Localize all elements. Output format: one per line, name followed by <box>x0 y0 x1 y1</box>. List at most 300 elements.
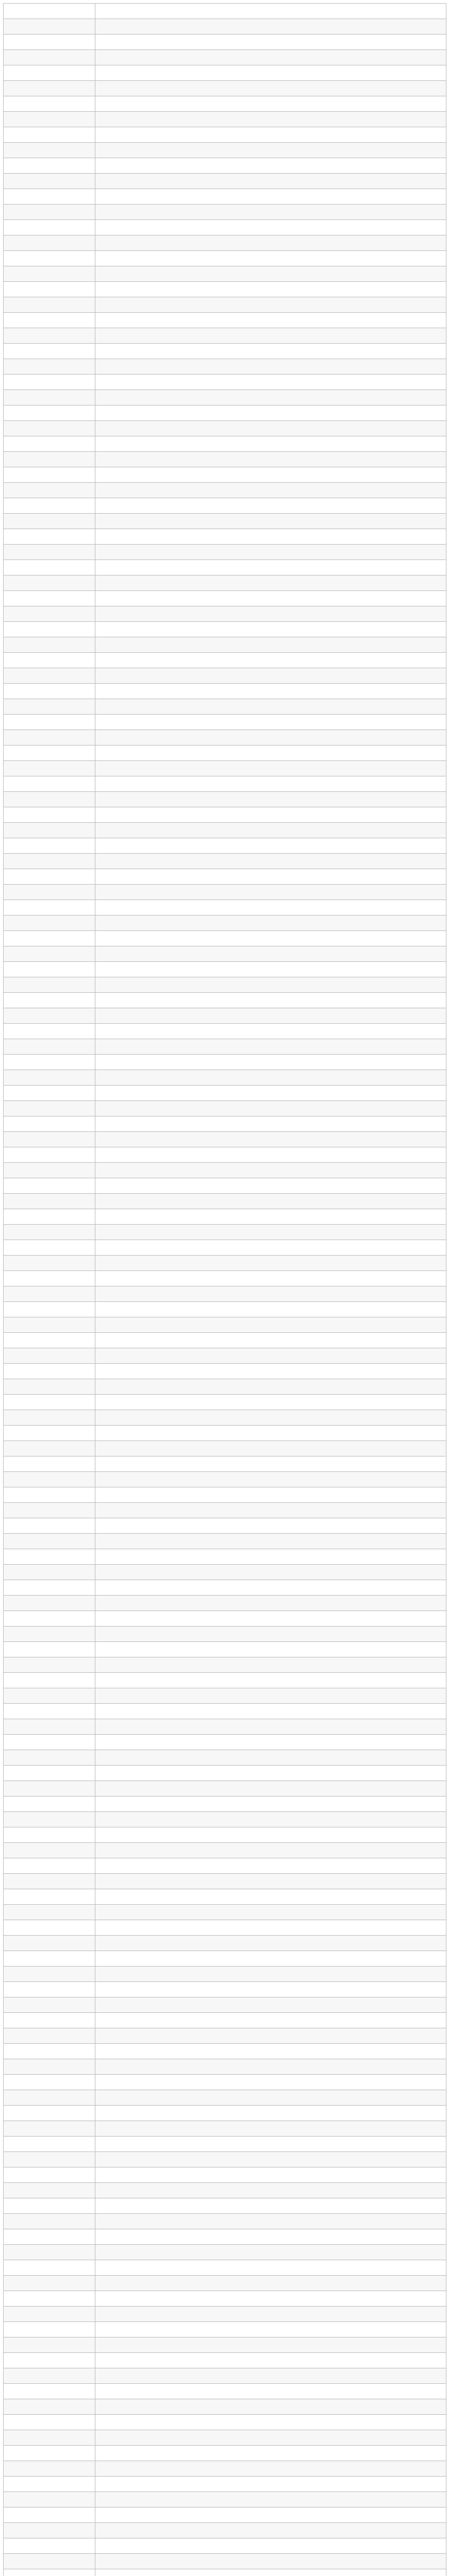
row-text <box>95 545 446 560</box>
table-row <box>4 2167 446 2183</box>
table-row <box>4 1256 446 1271</box>
row-text <box>95 1302 446 1317</box>
row-text <box>95 1688 446 1704</box>
table-row <box>4 1456 446 1472</box>
row-label <box>4 2260 95 2276</box>
row-label <box>4 622 95 637</box>
table-row <box>4 1580 446 1596</box>
row-label <box>4 993 95 1008</box>
row-label <box>4 1024 95 1039</box>
table-row <box>4 2399 446 2415</box>
row-text <box>95 1286 446 1302</box>
row-text <box>95 1936 446 1951</box>
table-row <box>4 792 446 807</box>
table-row <box>4 235 446 251</box>
table-row <box>4 282 446 297</box>
row-text <box>95 266 446 282</box>
row-text <box>95 35 446 50</box>
table-row <box>4 1920 446 1936</box>
row-label <box>4 1055 95 1070</box>
row-text <box>95 2307 446 2322</box>
row-text <box>95 1797 446 1812</box>
row-text <box>95 96 446 112</box>
table-row <box>4 946 446 962</box>
row-text <box>95 1503 446 1518</box>
table-row <box>4 823 446 838</box>
row-label <box>4 1225 95 1240</box>
row-label <box>4 1008 95 1024</box>
table-row <box>4 390 446 405</box>
row-text <box>95 1194 446 1209</box>
row-text <box>95 1843 446 1858</box>
row-label <box>4 761 95 776</box>
table-row <box>4 1797 446 1812</box>
row-label <box>4 977 95 993</box>
table-row <box>4 2245 446 2260</box>
table-row <box>4 1286 446 1302</box>
table-row <box>4 854 446 869</box>
row-label <box>4 282 95 297</box>
table-row <box>4 1379 446 1395</box>
row-text <box>95 1348 446 1364</box>
row-text <box>95 1735 446 1750</box>
row-text <box>95 1673 446 1688</box>
table-row <box>4 715 446 730</box>
table-row <box>4 684 446 699</box>
table-row <box>4 2229 446 2245</box>
table-row <box>4 158 446 174</box>
row-text <box>95 730 446 745</box>
row-label <box>4 606 95 622</box>
table-row <box>4 730 446 745</box>
table-row <box>4 1132 446 1147</box>
table-row <box>4 1364 446 1379</box>
row-text <box>95 838 446 854</box>
row-text <box>95 2090 446 2106</box>
table-row <box>4 174 446 189</box>
row-label <box>4 560 95 575</box>
table-row <box>4 1395 446 1410</box>
row-label <box>4 50 95 65</box>
table-row <box>4 807 446 823</box>
row-text <box>95 1240 446 1256</box>
row-label <box>4 1271 95 1286</box>
table-row <box>4 1766 446 1781</box>
row-text <box>95 575 446 591</box>
row-text <box>95 220 446 235</box>
row-label <box>4 807 95 823</box>
row-text <box>95 2167 446 2183</box>
row-label <box>4 251 95 266</box>
row-label <box>4 498 95 514</box>
table-row <box>4 2415 446 2430</box>
row-text <box>95 2291 446 2307</box>
row-label <box>4 1441 95 1456</box>
table-row <box>4 514 446 529</box>
row-text <box>95 1456 446 1472</box>
row-label <box>4 1905 95 1920</box>
row-label <box>4 916 95 931</box>
row-label <box>4 900 95 916</box>
row-label <box>4 2538 95 2554</box>
row-label <box>4 328 95 344</box>
table-row <box>4 1055 446 1070</box>
row-text <box>95 1858 446 1874</box>
row-text <box>95 2260 446 2276</box>
row-text <box>95 2430 446 2446</box>
table-row <box>4 962 446 977</box>
row-label <box>4 745 95 761</box>
row-label <box>4 1472 95 1487</box>
table-row <box>4 1348 446 1364</box>
table-row <box>4 2028 446 2044</box>
table-row <box>4 313 446 328</box>
row-label <box>4 65 95 81</box>
row-label <box>4 2059 95 2075</box>
table-row <box>4 2322 446 2337</box>
document-table-body <box>4 4 446 2576</box>
row-text <box>95 1611 446 1626</box>
table-row <box>4 1024 446 1039</box>
row-label <box>4 390 95 405</box>
row-label <box>4 1503 95 1518</box>
row-text <box>95 282 446 297</box>
row-text <box>95 2137 446 2152</box>
row-label <box>4 2415 95 2430</box>
row-text <box>95 328 446 344</box>
row-label <box>4 823 95 838</box>
table-row <box>4 328 446 344</box>
row-text <box>95 1070 446 1086</box>
row-label <box>4 1116 95 1132</box>
table-row <box>4 1147 446 1163</box>
table-row <box>4 483 446 498</box>
table-row <box>4 1719 446 1735</box>
row-label <box>4 344 95 359</box>
row-text <box>95 699 446 715</box>
row-text <box>95 745 446 761</box>
row-label <box>4 2477 95 2492</box>
table-row <box>4 1704 446 1719</box>
table-row <box>4 1333 446 1348</box>
row-label <box>4 1240 95 1256</box>
table-row <box>4 344 446 359</box>
row-label <box>4 1797 95 1812</box>
row-label <box>4 158 95 174</box>
table-row <box>4 266 446 282</box>
row-label <box>4 885 95 900</box>
row-label <box>4 2276 95 2291</box>
row-label <box>4 1889 95 1905</box>
row-text <box>95 375 446 390</box>
row-label <box>4 2523 95 2538</box>
row-label <box>4 529 95 545</box>
row-label <box>4 668 95 684</box>
table-row <box>4 2384 446 2399</box>
table-row <box>4 112 446 127</box>
row-label <box>4 946 95 962</box>
row-label <box>4 575 95 591</box>
table-row <box>4 1008 446 1024</box>
row-text <box>95 2399 446 2415</box>
table-row <box>4 1163 446 1178</box>
row-text <box>95 2013 446 2028</box>
row-text <box>95 1441 446 1456</box>
row-text <box>95 946 446 962</box>
table-row <box>4 2492 446 2507</box>
table-row <box>4 2198 446 2214</box>
table-row <box>4 1240 446 1256</box>
table-row <box>4 2291 446 2307</box>
row-text <box>95 1874 446 1889</box>
table-row <box>4 977 446 993</box>
row-label <box>4 2384 95 2399</box>
row-text <box>95 792 446 807</box>
row-label <box>4 2106 95 2121</box>
row-label <box>4 1178 95 1194</box>
table-row <box>4 2013 446 2028</box>
row-label <box>4 730 95 745</box>
row-text <box>95 1657 446 1673</box>
row-label <box>4 1997 95 2013</box>
row-text <box>95 2276 446 2291</box>
row-text <box>95 1410 446 1426</box>
row-label <box>4 2214 95 2229</box>
row-text <box>95 684 446 699</box>
row-text <box>95 1317 446 1333</box>
row-label <box>4 2291 95 2307</box>
table-row <box>4 81 446 96</box>
row-text <box>95 1704 446 1719</box>
row-label <box>4 1518 95 1534</box>
row-text <box>95 869 446 885</box>
row-text <box>95 1101 446 1116</box>
table-row <box>4 1086 446 1101</box>
table-row <box>4 1611 446 1626</box>
row-label <box>4 1395 95 1410</box>
row-text <box>95 205 446 220</box>
row-label <box>4 1781 95 1797</box>
row-label <box>4 545 95 560</box>
row-text <box>95 1225 446 1240</box>
row-text <box>95 1534 446 1549</box>
table-row <box>4 2260 446 2276</box>
row-text <box>95 1086 446 1101</box>
row-text <box>95 962 446 977</box>
row-label <box>4 1611 95 1626</box>
row-label <box>4 1596 95 1611</box>
table-row <box>4 885 446 900</box>
row-label <box>4 2492 95 2507</box>
row-label <box>4 1704 95 1719</box>
row-text <box>95 2121 446 2137</box>
row-label <box>4 514 95 529</box>
row-text <box>95 1967 446 1982</box>
table-row <box>4 1116 446 1132</box>
row-text <box>95 1039 446 1055</box>
row-label <box>4 2507 95 2523</box>
row-label <box>4 1936 95 1951</box>
row-text <box>95 2245 446 2260</box>
row-label <box>4 2353 95 2368</box>
row-label <box>4 375 95 390</box>
row-text <box>95 622 446 637</box>
row-label <box>4 452 95 467</box>
table-row <box>4 1626 446 1642</box>
row-text <box>95 2554 446 2569</box>
table-row <box>4 1905 446 1920</box>
table-row <box>4 4 446 19</box>
row-text <box>95 483 446 498</box>
row-label <box>4 220 95 235</box>
table-row <box>4 545 446 560</box>
row-label <box>4 143 95 158</box>
table-row <box>4 993 446 1008</box>
row-text <box>95 1472 446 1487</box>
table-row <box>4 1209 446 1225</box>
table-row <box>4 1518 446 1534</box>
row-label <box>4 1874 95 1889</box>
row-label <box>4 1657 95 1673</box>
table-row <box>4 1549 446 1565</box>
table-row <box>4 205 446 220</box>
row-text <box>95 1642 446 1657</box>
table-row <box>4 2368 446 2384</box>
table-row <box>4 1596 446 1611</box>
table-row <box>4 606 446 622</box>
row-label <box>4 2090 95 2106</box>
row-label <box>4 1286 95 1302</box>
row-text <box>95 498 446 514</box>
table-row <box>4 2538 446 2554</box>
row-text <box>95 1132 446 1147</box>
row-text <box>95 653 446 668</box>
table-row <box>4 359 446 375</box>
row-label <box>4 1194 95 1209</box>
row-text <box>95 977 446 993</box>
table-row <box>4 1951 446 1967</box>
row-text <box>95 1395 446 1410</box>
row-label <box>4 1070 95 1086</box>
row-label <box>4 1750 95 1766</box>
row-text <box>95 2075 446 2090</box>
row-label <box>4 112 95 127</box>
table-row <box>4 1997 446 2013</box>
row-text <box>95 2229 446 2245</box>
row-text <box>95 1596 446 1611</box>
row-text <box>95 1209 446 1225</box>
row-label <box>4 1132 95 1147</box>
row-text <box>95 390 446 405</box>
table-row <box>4 560 446 575</box>
row-label <box>4 189 95 205</box>
table-row <box>4 2137 446 2152</box>
row-text <box>95 344 446 359</box>
row-label <box>4 1549 95 1565</box>
row-label <box>4 2430 95 2446</box>
row-label <box>4 2399 95 2415</box>
row-text <box>95 1256 446 1271</box>
table-row <box>4 452 446 467</box>
row-text <box>95 529 446 545</box>
row-label <box>4 591 95 606</box>
row-label <box>4 1626 95 1642</box>
row-label <box>4 35 95 50</box>
table-row <box>4 2152 446 2167</box>
table-row <box>4 2554 446 2569</box>
row-text <box>95 359 446 375</box>
row-label <box>4 2368 95 2384</box>
row-label <box>4 4 95 19</box>
table-row <box>4 2214 446 2229</box>
table-row <box>4 575 446 591</box>
row-label <box>4 2245 95 2260</box>
row-text <box>95 1178 446 1194</box>
row-label <box>4 792 95 807</box>
row-text <box>95 2538 446 2554</box>
table-row <box>4 1843 446 1858</box>
table-row <box>4 2183 446 2198</box>
row-text <box>95 65 446 81</box>
table-row <box>4 2090 446 2106</box>
row-label <box>4 405 95 421</box>
row-text <box>95 405 446 421</box>
row-text <box>95 1951 446 1967</box>
row-text <box>95 668 446 684</box>
table-row <box>4 916 446 931</box>
row-text <box>95 1426 446 1441</box>
row-text <box>95 1565 446 1580</box>
row-text <box>95 637 446 653</box>
row-text <box>95 2214 446 2229</box>
table-row <box>4 1410 446 1426</box>
table-row <box>4 1874 446 1889</box>
row-label <box>4 1812 95 1827</box>
table-row <box>4 1657 446 1673</box>
row-text <box>95 993 446 1008</box>
row-label <box>4 2569 95 2576</box>
row-label <box>4 1086 95 1101</box>
table-row <box>4 1317 446 1333</box>
row-label <box>4 931 95 946</box>
table-row <box>4 297 446 313</box>
row-label <box>4 1333 95 1348</box>
row-label <box>4 2137 95 2152</box>
table-row <box>4 1441 446 1456</box>
row-label <box>4 2322 95 2337</box>
row-text <box>95 1147 446 1163</box>
row-label <box>4 19 95 35</box>
row-label <box>4 1039 95 1055</box>
row-label <box>4 854 95 869</box>
row-label <box>4 235 95 251</box>
table-row <box>4 931 446 946</box>
row-text <box>95 931 446 946</box>
table-row <box>4 838 446 854</box>
row-text <box>95 2152 446 2167</box>
row-text <box>95 112 446 127</box>
row-text <box>95 1766 446 1781</box>
row-label <box>4 2152 95 2167</box>
table-row <box>4 668 446 684</box>
row-text <box>95 761 446 776</box>
row-text <box>95 467 446 483</box>
row-text <box>95 143 446 158</box>
row-text <box>95 2353 446 2368</box>
row-text <box>95 313 446 328</box>
row-label <box>4 297 95 313</box>
row-text <box>95 1364 446 1379</box>
